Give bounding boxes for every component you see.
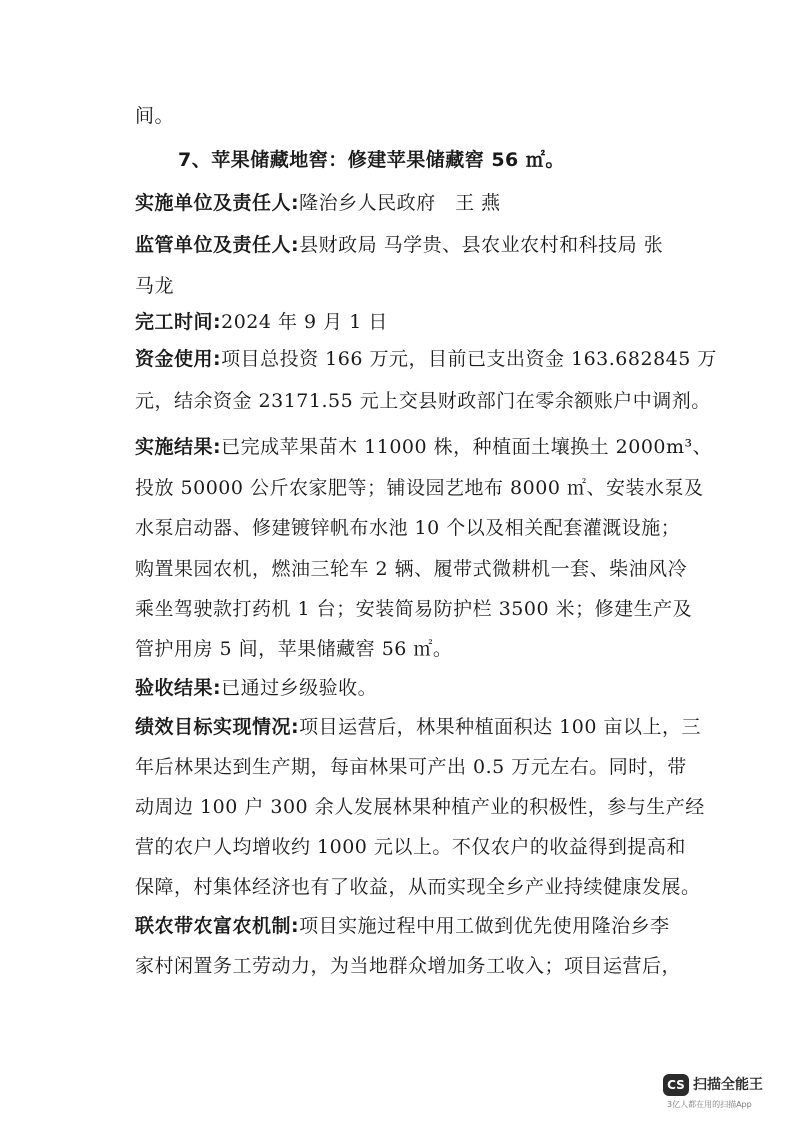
field-value: 项目总投资 166 万元，目前已支出资金 163.682845 万 [221, 348, 717, 370]
text-line: 乘坐驾驶款打药机 1 台；安装简易防护栏 3500 米；修建生产及 [135, 598, 693, 620]
watermark-tagline: 3亿人都在用的扫描App [667, 1100, 752, 1109]
section-heading: 7、苹果储藏地窖：修建苹果储藏窖 56 ㎡。 [178, 149, 565, 171]
field-value: 隆治乡人民政府 王 燕 [299, 192, 501, 214]
text-line [135, 434, 713, 460]
text-line: 保障，村集体经济也有了收益，从而实现全乡产业持续健康发展。 [135, 876, 701, 898]
text-line: 投放 50000 公斤农家肥等；铺设园艺地布 8000 ㎡、安装水泵及 [135, 477, 704, 499]
text-line: 管护用房 5 间，苹果储藏窖 56 ㎡。 [135, 638, 453, 660]
field-label: 监管单位及责任人: [135, 234, 300, 256]
text-line: 马龙 [135, 275, 175, 297]
text-line [135, 913, 670, 939]
field-value: 项目实施过程中用工做到优先使用隆治乡李 [299, 915, 670, 937]
text-line: 年后林果达到生产期，每亩林果可产出 0.5 万元左右。同时，带 [135, 756, 687, 778]
text-line: 元，结余资金 23171.55 元上交县财政部门在零余额账户中调剂。 [135, 390, 711, 412]
field-label: 实施结果: [135, 436, 222, 458]
text-line: 购置果园农机，燃油三轮车 2 辆、履带式微耕机一套、柴油风冷 [135, 558, 688, 580]
field-label: 验收结果: [135, 677, 222, 699]
text-line: 水泵启动器、修建镀锌帆布水池 10 个以及相关配套灌溉设施； [135, 517, 681, 539]
text-line [135, 346, 717, 372]
field-value: 2024 年 9 月 1 日 [221, 311, 388, 333]
text-line: 营的农户人均增收约 1000 元以上。不仅农户的收益得到提高和 [135, 836, 686, 858]
text-line [135, 232, 665, 258]
field-label: 联农带农富农机制: [135, 915, 300, 937]
text-line: 动周边 100 户 300 余人发展林果种植产业的积极性，参与生产经 [135, 796, 705, 818]
field-value: 已完成苹果苗木 11000 株，种植面土壤换土 2000m³、 [221, 436, 713, 458]
field-label: 绩效目标实现情况: [135, 716, 300, 738]
field-value: 县财政局 马学贵、县农业农村和科技局 张 [299, 234, 664, 256]
text-line [135, 190, 665, 216]
field-label: 完工时间: [135, 311, 222, 333]
text-line [135, 309, 665, 335]
field-value: 已通过乡级验收。 [221, 677, 378, 699]
scanner-watermark [659, 1072, 779, 1112]
field-label: 资金使用: [135, 348, 222, 370]
field-label: 实施单位及责任人: [135, 192, 300, 214]
text-line: 家村闲置务工劳动力，为当地群众增加务工收入；项目运营后， [135, 955, 682, 977]
camscanner-logo-icon: CS [663, 1074, 689, 1096]
text-line [135, 714, 701, 740]
text-line [135, 675, 665, 701]
watermark-name: 扫描全能王 [693, 1077, 763, 1093]
field-value: 项目运营后，林果种植面积达 100 亩以上，三 [299, 716, 701, 738]
text-line: 间。 [135, 105, 175, 127]
